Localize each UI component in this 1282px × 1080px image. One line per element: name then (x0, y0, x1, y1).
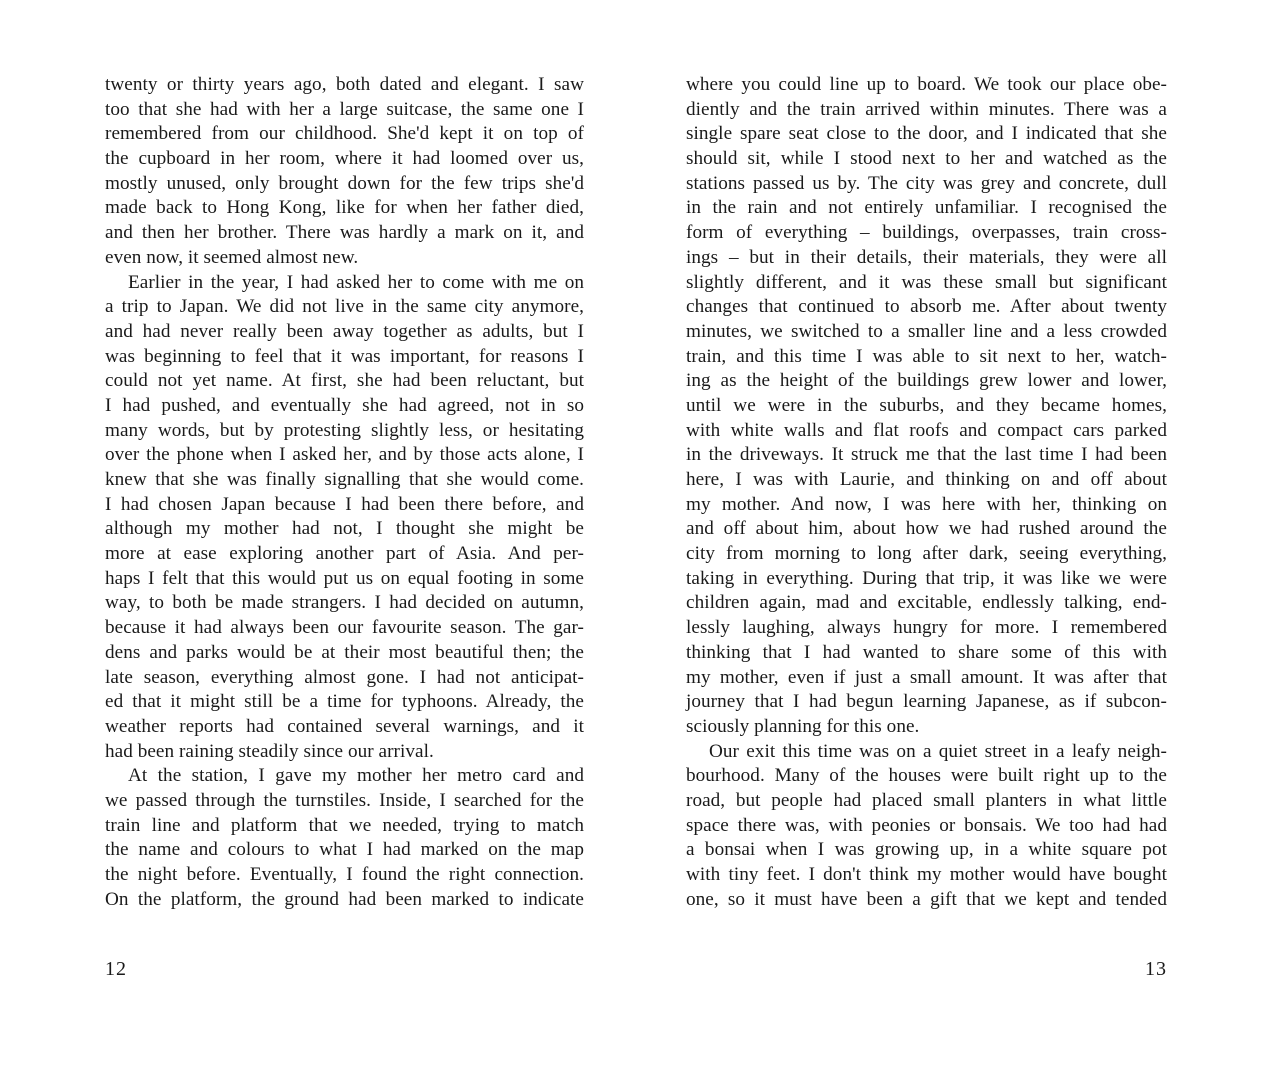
text-line: changes that continued to absorb me. After about twenty (686, 296, 1167, 318)
text-line: weather reports had contained several warnings, and it (105, 715, 584, 737)
text-line: ings – but in their details, their materials, they were all (686, 246, 1167, 268)
text-line: remembered from our childhood. She'd kept it on top of (105, 123, 584, 145)
text-line: stations passed us by. The city was grey and concrete, dull (686, 172, 1167, 194)
text-line: space there was, with peonies or bonsais. We too had had (686, 814, 1167, 836)
text-line: should sit, while I stood next to her and watched as the (686, 148, 1167, 170)
text-line: here, I was with Laurie, and thinking on and off about (686, 469, 1167, 490)
text-line: and had never really been away together as adults, but I (105, 320, 584, 342)
text-line: Our exit this time was on a quiet street in a leafy neigh- (709, 740, 1167, 762)
text-line: with white walls and flat roofs and compact cars parked (686, 419, 1167, 441)
text-line: train line and platform that we needed, trying to match (105, 814, 584, 836)
text-line: I had chosen Japan because I had been there before, and (105, 493, 584, 515)
text-line: until we were in the suburbs, and they became homes, (686, 394, 1167, 416)
text-line: although my mother had not, I thought she might be (105, 518, 584, 540)
text-line: a bonsai when I was growing up, in a white square pot (686, 839, 1167, 861)
text-line: form of everything – buildings, overpasses, train cross- (686, 222, 1167, 244)
text-line: too that she had with her a large suitcase, the same one I (105, 98, 584, 120)
text-line: in the driveways. It struck me that the last time I had been (686, 444, 1167, 466)
text-line: single spare seat close to the door, and I indicated that she (686, 123, 1167, 145)
text-line: a trip to Japan. We did not live in the same city anymore, (105, 296, 584, 318)
text-line: and then her brother. There was hardly a mark on it, and (105, 222, 584, 244)
text-line: late season, everything almost gone. I had not anticipat- (105, 666, 584, 688)
text-line: could not yet name. At first, she had been reluctant, but (105, 370, 584, 392)
text-line: knew that she was finally signalling that she would come. (105, 469, 584, 490)
text-line: city from morning to long after dark, seeing everything, (686, 543, 1167, 565)
text-line: more at ease exploring another part of Asia. And per- (105, 543, 584, 565)
text-line: Earlier in the year, I had asked her to come with me on (128, 271, 584, 293)
text-line: many words, but by protesting slightly less, or hesitating (105, 419, 584, 441)
text-line: slightly different, and it was these small but significant (686, 271, 1167, 293)
text-line: train, and this time I was able to sit next to her, watch- (686, 345, 1167, 367)
text-line: dens and parks would be at their most beautiful then; the (105, 641, 584, 663)
text-line: At the station, I gave my mother her metro card and (128, 765, 584, 787)
text-line: over the phone when I asked her, and by those acts alone, I (105, 444, 584, 466)
text-line: one, so it must have been a gift that we kept and tended (686, 888, 1167, 910)
text-line: with tiny feet. I don't think my mother would have bought (686, 864, 1167, 885)
text-line: even now, it seemed almost new. (105, 246, 359, 268)
text-line: road, but people had placed small planters in what little (686, 789, 1167, 811)
text-line: made back to Hong Kong, like for when her father died, (105, 197, 584, 219)
text-line: mostly unused, only brought down for the few trips she'd (105, 172, 584, 194)
text-line: twenty or thirty years ago, both dated and elegant. I saw (105, 74, 584, 95)
right-page-text (686, 73, 1167, 912)
text-line: and off about him, about how we had rushed around the (686, 518, 1167, 540)
text-line: my mother, even if just a small amount. It was after that (686, 666, 1167, 688)
page-number: 12 (105, 958, 127, 980)
text-line: journey that I had begun learning Japanese, as if subcon- (686, 691, 1167, 713)
text-line: I had pushed, and eventually she had agreed, not in so (105, 394, 584, 416)
text-line: ed that it might still be a time for typhoons. Already, the (105, 691, 584, 713)
text-line: my mother. And now, I was here with her, thinking on (686, 493, 1167, 515)
text-line: taking in everything. During that trip, it was like we were (686, 567, 1167, 589)
text-line: was beginning to feel that it was important, for reasons I (105, 345, 584, 367)
text-line: we passed through the turnstiles. Inside, I searched for the (105, 789, 584, 811)
text-line: bourhood. Many of the houses were built right up to the (686, 765, 1167, 787)
text-line: lessly laughing, always hungry for more. I remembered (686, 617, 1167, 639)
text-line: the night before. Eventually, I found the right connection. (105, 864, 584, 885)
text-line: the cupboard in her room, where it had loomed over us, (105, 148, 584, 170)
text-line: thinking that I had wanted to share some of this with (686, 641, 1167, 663)
right-page (641, 0, 1282, 1080)
text-line: where you could line up to board. We took our place obe- (686, 74, 1167, 95)
text-line: because it had always been our favourite season. The gar- (105, 617, 584, 639)
text-line: the name and colours to what I had marked on the map (105, 839, 584, 861)
text-line: haps I felt that this would put us on equal footing in some (105, 567, 584, 589)
text-line: minutes, we switched to a smaller line and a less crowded (686, 320, 1167, 342)
text-line: had been raining steadily since our arrival. (105, 740, 434, 762)
text-line: way, to both be made strangers. I had decided on autumn, (105, 592, 584, 614)
text-line: sciously planning for this one. (686, 715, 920, 737)
text-line: children again, mad and excitable, endlessly talking, end- (686, 592, 1167, 614)
text-line: diently and the train arrived within minutes. There was a (686, 98, 1167, 120)
page-number: 13 (1145, 958, 1167, 980)
text-line: ing as the height of the buildings grew lower and lower, (686, 370, 1167, 392)
text-line: in the rain and not entirely unfamiliar. I recognised the (686, 197, 1167, 219)
text-line: On the platform, the ground had been marked to indicate (105, 888, 584, 910)
left-page-text (105, 73, 584, 912)
